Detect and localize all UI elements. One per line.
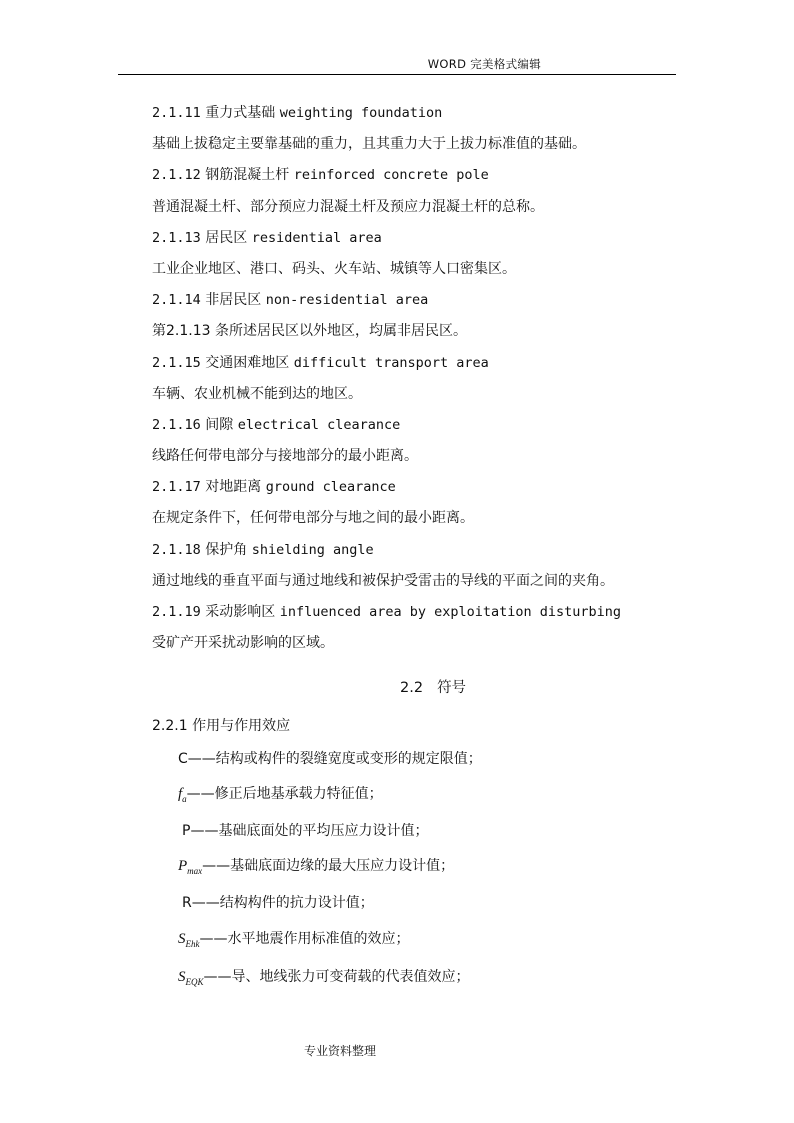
term-line: [152, 414, 692, 445]
symbol-entry: [178, 928, 410, 949]
term-number: 2.1.18: [152, 541, 201, 558]
term-line: [152, 539, 692, 570]
symbol: S: [178, 969, 186, 985]
term-english: electrical clearance: [237, 416, 401, 433]
term-definition: 基础上拔稳定主要靠基础的重力，且其重力大于上拔力标准值的基础。: [152, 136, 586, 153]
term-english: influenced area by exploitation disturbing: [279, 604, 622, 620]
symbol: P: [178, 858, 188, 874]
symbol-subscript: EQK: [185, 977, 204, 987]
term-chinese: 对地距离: [205, 479, 262, 496]
term-line: [152, 601, 692, 632]
term-english: shielding angle: [251, 541, 374, 558]
term-number: 2.1.15: [152, 354, 201, 371]
symbol: f: [178, 786, 183, 802]
definitions-list: [152, 102, 692, 663]
term-chinese: 采动影响区: [205, 604, 276, 620]
term-chinese: 居民区: [205, 229, 248, 246]
term-chinese: 间隙: [205, 416, 234, 433]
term-definition: 第2.1.13 条所述居民区以外地区，均属非居民区。: [152, 323, 467, 340]
symbol-description: ——修正后地基承载力特征值；: [186, 786, 383, 802]
term-definition: 受矿产开采扰动影响的区域。: [152, 635, 334, 652]
term-english: residential area: [251, 229, 382, 246]
section-title: 符号: [437, 680, 467, 696]
symbol: C: [178, 751, 188, 767]
term-line: [152, 164, 692, 195]
term-number: 2.1.12: [152, 167, 201, 184]
symbol-entry: [178, 892, 374, 912]
term-definition: 通过地线的垂直平面与通过地线和被保护受雷击的导线的平面之间的夹角。: [152, 572, 614, 589]
term-line: [152, 102, 692, 133]
term-number: 2.1.17: [152, 479, 201, 496]
symbol-description: ——基础底面处的平均压应力设计值；: [190, 823, 429, 839]
symbol-entry: [178, 966, 470, 987]
symbol: P: [182, 823, 191, 839]
term-english: non-residential area: [265, 292, 429, 309]
page-footer: 专业资料整理: [304, 1044, 377, 1058]
term-line: [152, 352, 692, 383]
term-english: difficult transport area: [293, 354, 489, 371]
section-number: 2.2: [400, 680, 424, 696]
term-chinese: 非居民区: [205, 292, 262, 309]
term-chinese: 重力式基础: [205, 105, 276, 121]
symbol-subscript: Ehk: [185, 939, 200, 949]
subsection-heading: 2.2.1 作用与作用效应: [152, 718, 291, 734]
symbol-subscript: a: [182, 794, 187, 804]
symbol-description: ——基础底面边缘的最大压应力设计值；: [202, 858, 455, 874]
section-heading: [400, 676, 466, 697]
symbol-entry: [178, 783, 383, 804]
symbol-subscript: max: [187, 866, 203, 876]
term-definition: 工业企业地区、港口、码头、火车站、城镇等人口密集区。: [152, 260, 516, 277]
term-definition: 普通混凝土杆、部分预应力混凝土杆及预应力混凝土杆的总称。: [152, 198, 544, 215]
page-header: [118, 56, 676, 75]
term-chinese: 钢筋混凝土杆: [205, 167, 290, 184]
term-number: 2.1.13: [152, 229, 201, 246]
symbol: S: [178, 931, 186, 947]
symbol-description: ——导、地线张力可变荷载的代表值效应；: [203, 969, 470, 985]
term-definition: 在规定条件下，任何带电部分与地之间的最小距离。: [152, 510, 474, 527]
term-english: ground clearance: [265, 479, 396, 496]
term-definition: 车辆、农业机械不能到达的地区。: [152, 385, 362, 402]
term-line: [152, 227, 692, 258]
term-number: 2.1.16: [152, 416, 201, 433]
symbol-entry: [178, 748, 482, 768]
symbol-description: ——水平地震作用标准值的效应；: [199, 931, 410, 947]
term-line: [152, 289, 692, 320]
term-number: 2.1.14: [152, 292, 201, 309]
symbol-description: ——结构构件的抗力设计值；: [191, 895, 374, 911]
term-number: 2.1.11: [152, 105, 201, 121]
term-chinese: 交通困难地区: [205, 354, 290, 371]
term-english: weighting foundation: [279, 105, 443, 121]
symbol-entry: [178, 855, 454, 876]
term-definition: 线路任何带电部分与接地部分的最小距离。: [152, 448, 418, 465]
term-english: reinforced concrete pole: [293, 167, 489, 184]
header-text: WORD 完美格式编辑: [427, 57, 541, 71]
term-number: 2.1.19: [152, 604, 201, 620]
symbol-entry: [178, 820, 428, 840]
symbol-description: ——结构或构件的裂缝宽度或变形的规定限值；: [187, 751, 482, 767]
term-chinese: 保护角: [205, 541, 248, 558]
symbol: R: [182, 895, 192, 911]
term-line: [152, 476, 692, 507]
